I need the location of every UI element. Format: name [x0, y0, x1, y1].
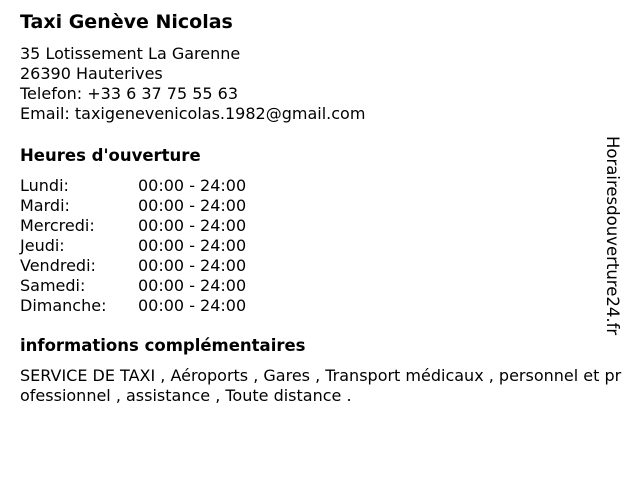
day-hours: 00:00 - 24:00 [138, 236, 247, 255]
day-label: Dimanche: [20, 296, 107, 315]
day-label: Lundi: [20, 176, 69, 195]
day-hours: 00:00 - 24:00 [138, 296, 247, 315]
day-hours: 00:00 - 24:00 [138, 216, 247, 235]
hours-row-monday [20, 176, 246, 196]
additional-info-heading: informations complémentaires [20, 336, 306, 355]
hours-row-friday [20, 256, 246, 276]
business-name: Taxi Genève Nicolas [20, 11, 233, 33]
email-address: Email: taxigenevenicolas.1982@gmail.com [20, 104, 366, 123]
hours-row-saturday [20, 276, 246, 296]
day-hours: 00:00 - 24:00 [138, 256, 247, 275]
day-hours: 00:00 - 24:00 [138, 176, 247, 195]
hours-row-tuesday [20, 196, 246, 216]
opening-hours-heading: Heures d'ouverture [20, 146, 201, 165]
day-label: Vendredi: [20, 256, 96, 275]
contact-block [20, 44, 620, 124]
day-hours: 00:00 - 24:00 [138, 196, 247, 215]
hours-row-thursday [20, 236, 246, 256]
day-label: Mardi: [20, 196, 70, 215]
business-card [20, 10, 620, 406]
address-street: 35 Lotissement La Garenne [20, 44, 241, 63]
phone-number: Telefon: +33 6 37 75 55 63 [20, 84, 239, 103]
hours-row-wednesday [20, 216, 246, 236]
additional-info-text: SERVICE DE TAXI , Aéroports , Gares , Transport médicaux , personnel et professionnel , assistance , Toute distance . [20, 366, 622, 405]
day-label: Samedi: [20, 276, 86, 295]
day-label: Jeudi: [20, 236, 65, 255]
address-city: 26390 Hauterives [20, 64, 163, 83]
opening-hours-table [20, 176, 246, 316]
site-watermark: Horairesdouverture24.fr [603, 136, 622, 336]
day-label: Mercredi: [20, 216, 95, 235]
hours-row-sunday [20, 296, 246, 316]
day-hours: 00:00 - 24:00 [138, 276, 247, 295]
